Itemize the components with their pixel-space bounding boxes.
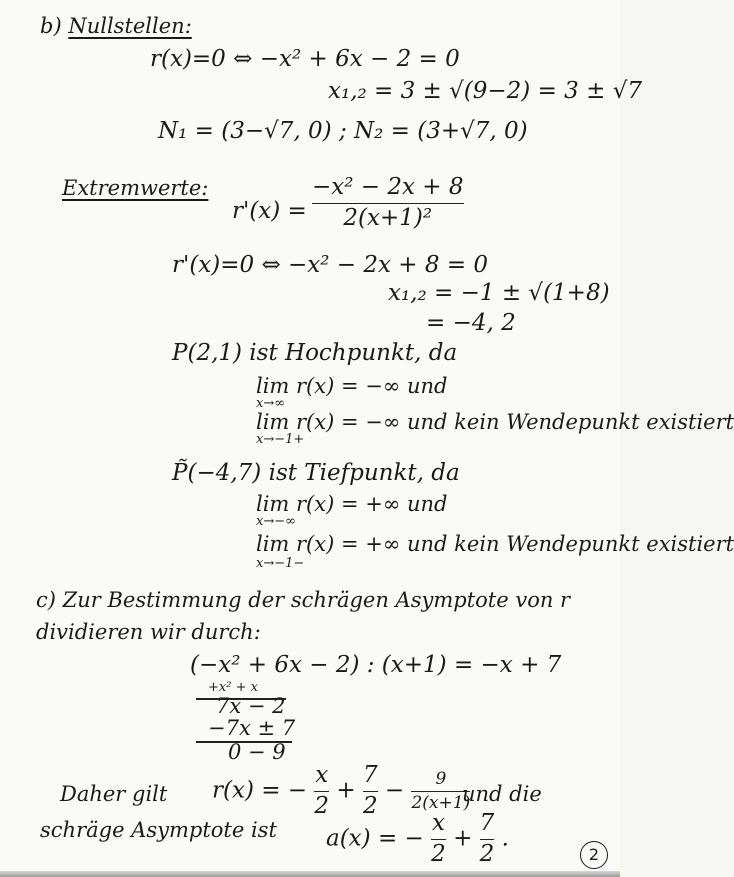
critical-points-values: = −4, 2 — [426, 310, 516, 336]
maximum-statement: P(2,1) ist Hochpunkt, da — [172, 340, 458, 366]
a-plus-sign: + — [453, 825, 473, 852]
a-frac2-bar — [480, 839, 495, 841]
a-frac2-den: 2 — [479, 841, 495, 868]
minimum-statement: P̃(−4,7) ist Tiefpunkt, da — [172, 460, 460, 486]
section-c-text-1: Zur Bestimmung der schrägen Asymptote von r — [62, 588, 571, 612]
scan-edge — [0, 871, 620, 877]
frac1-den: 2 — [314, 793, 330, 820]
asymptote-lead: schräge Asymptote ist — [40, 818, 277, 842]
nullstellen-equation: r(x)=0 ⇔ −x² + 6x − 2 = 0 — [150, 46, 460, 72]
division-step-3: −7x ± 7 — [208, 716, 296, 740]
derivative-denominator: 2(x+1)² — [343, 205, 433, 232]
derivative-lhs: r'(x) = — [232, 198, 307, 224]
max-limit-2-sub: x→−1+ — [256, 432, 305, 447]
min-limit-2: lim r(x) = +∞ und kein Wendepunkt existiert — [256, 532, 734, 556]
polynomial-division: (−x² + 6x − 2) : (x+1) = −x + 7 — [190, 652, 562, 678]
a-fraction-7-over-2 — [480, 810, 495, 869]
zeros-points: N₁ = (3−√7, 0) ; N₂ = (3+√7, 0) — [158, 118, 528, 144]
frac2-den: 2 — [362, 793, 378, 820]
max-limit-1-sub: x→∞ — [256, 396, 286, 411]
frac3-den: 2(x+1) — [411, 793, 471, 814]
frac2-bar — [363, 791, 378, 793]
min-limit-1: lim r(x) = +∞ und — [256, 492, 448, 516]
minus-sign: − — [384, 777, 405, 804]
frac3-num: 9 — [435, 769, 447, 790]
nullstellen-heading: Nullstellen: — [68, 14, 192, 38]
max-limit-1: lim r(x) = −∞ und — [256, 374, 448, 398]
derivative-numerator: −x² − 2x + 8 — [312, 174, 464, 200]
division-step-2: 7x − 2 — [216, 694, 286, 718]
and-the-text: und die — [462, 782, 542, 806]
conclusion-lead: Daher gilt — [60, 782, 168, 806]
a-period: . — [501, 825, 509, 852]
section-b-letter: b) — [40, 14, 62, 38]
fraction-bar — [312, 203, 464, 205]
a-frac2-num: 7 — [479, 810, 495, 836]
section-c-intro-2: dividieren wir durch: — [36, 620, 261, 644]
division-step-4: 0 − 9 — [228, 740, 286, 764]
asymptote-formula — [326, 810, 509, 869]
plus-sign: + — [336, 777, 356, 804]
min-limit-2-sub: x→−1− — [256, 556, 305, 571]
max-limit-2: lim r(x) = −∞ und kein Wendepunkt existiert — [256, 410, 734, 434]
derivative-zero-condition: r'(x)=0 ⇔ −x² − 2x + 8 = 0 — [172, 252, 489, 278]
extremwerte-heading: Extremwerte: — [62, 176, 209, 200]
r-lhs: r(x) = − — [212, 777, 308, 804]
nullstellen-solution: x₁,₂ = 3 ± √(9−2) = 3 ± √7 — [328, 78, 642, 104]
frac1-num: x — [315, 762, 329, 788]
page-number-circle: 2 — [580, 841, 608, 869]
critical-points-formula: x₁,₂ = −1 ± √(1+8) — [388, 280, 610, 306]
section-b-label — [40, 14, 192, 38]
derivative-fraction — [312, 174, 464, 233]
a-frac1-num: x — [431, 810, 445, 836]
division-step-1: +x² + x — [208, 680, 258, 695]
frac1-bar — [314, 791, 329, 793]
a-fraction-x-over-2 — [431, 810, 446, 869]
section-c-letter: c) — [36, 588, 56, 612]
frac2-num: 7 — [362, 762, 378, 788]
a-frac1-den: 2 — [431, 841, 446, 868]
a-frac1-bar — [431, 839, 446, 841]
min-limit-1-sub: x→−∞ — [256, 514, 296, 529]
section-c-intro-1 — [36, 588, 570, 612]
a-lhs: a(x) = − — [326, 825, 424, 852]
